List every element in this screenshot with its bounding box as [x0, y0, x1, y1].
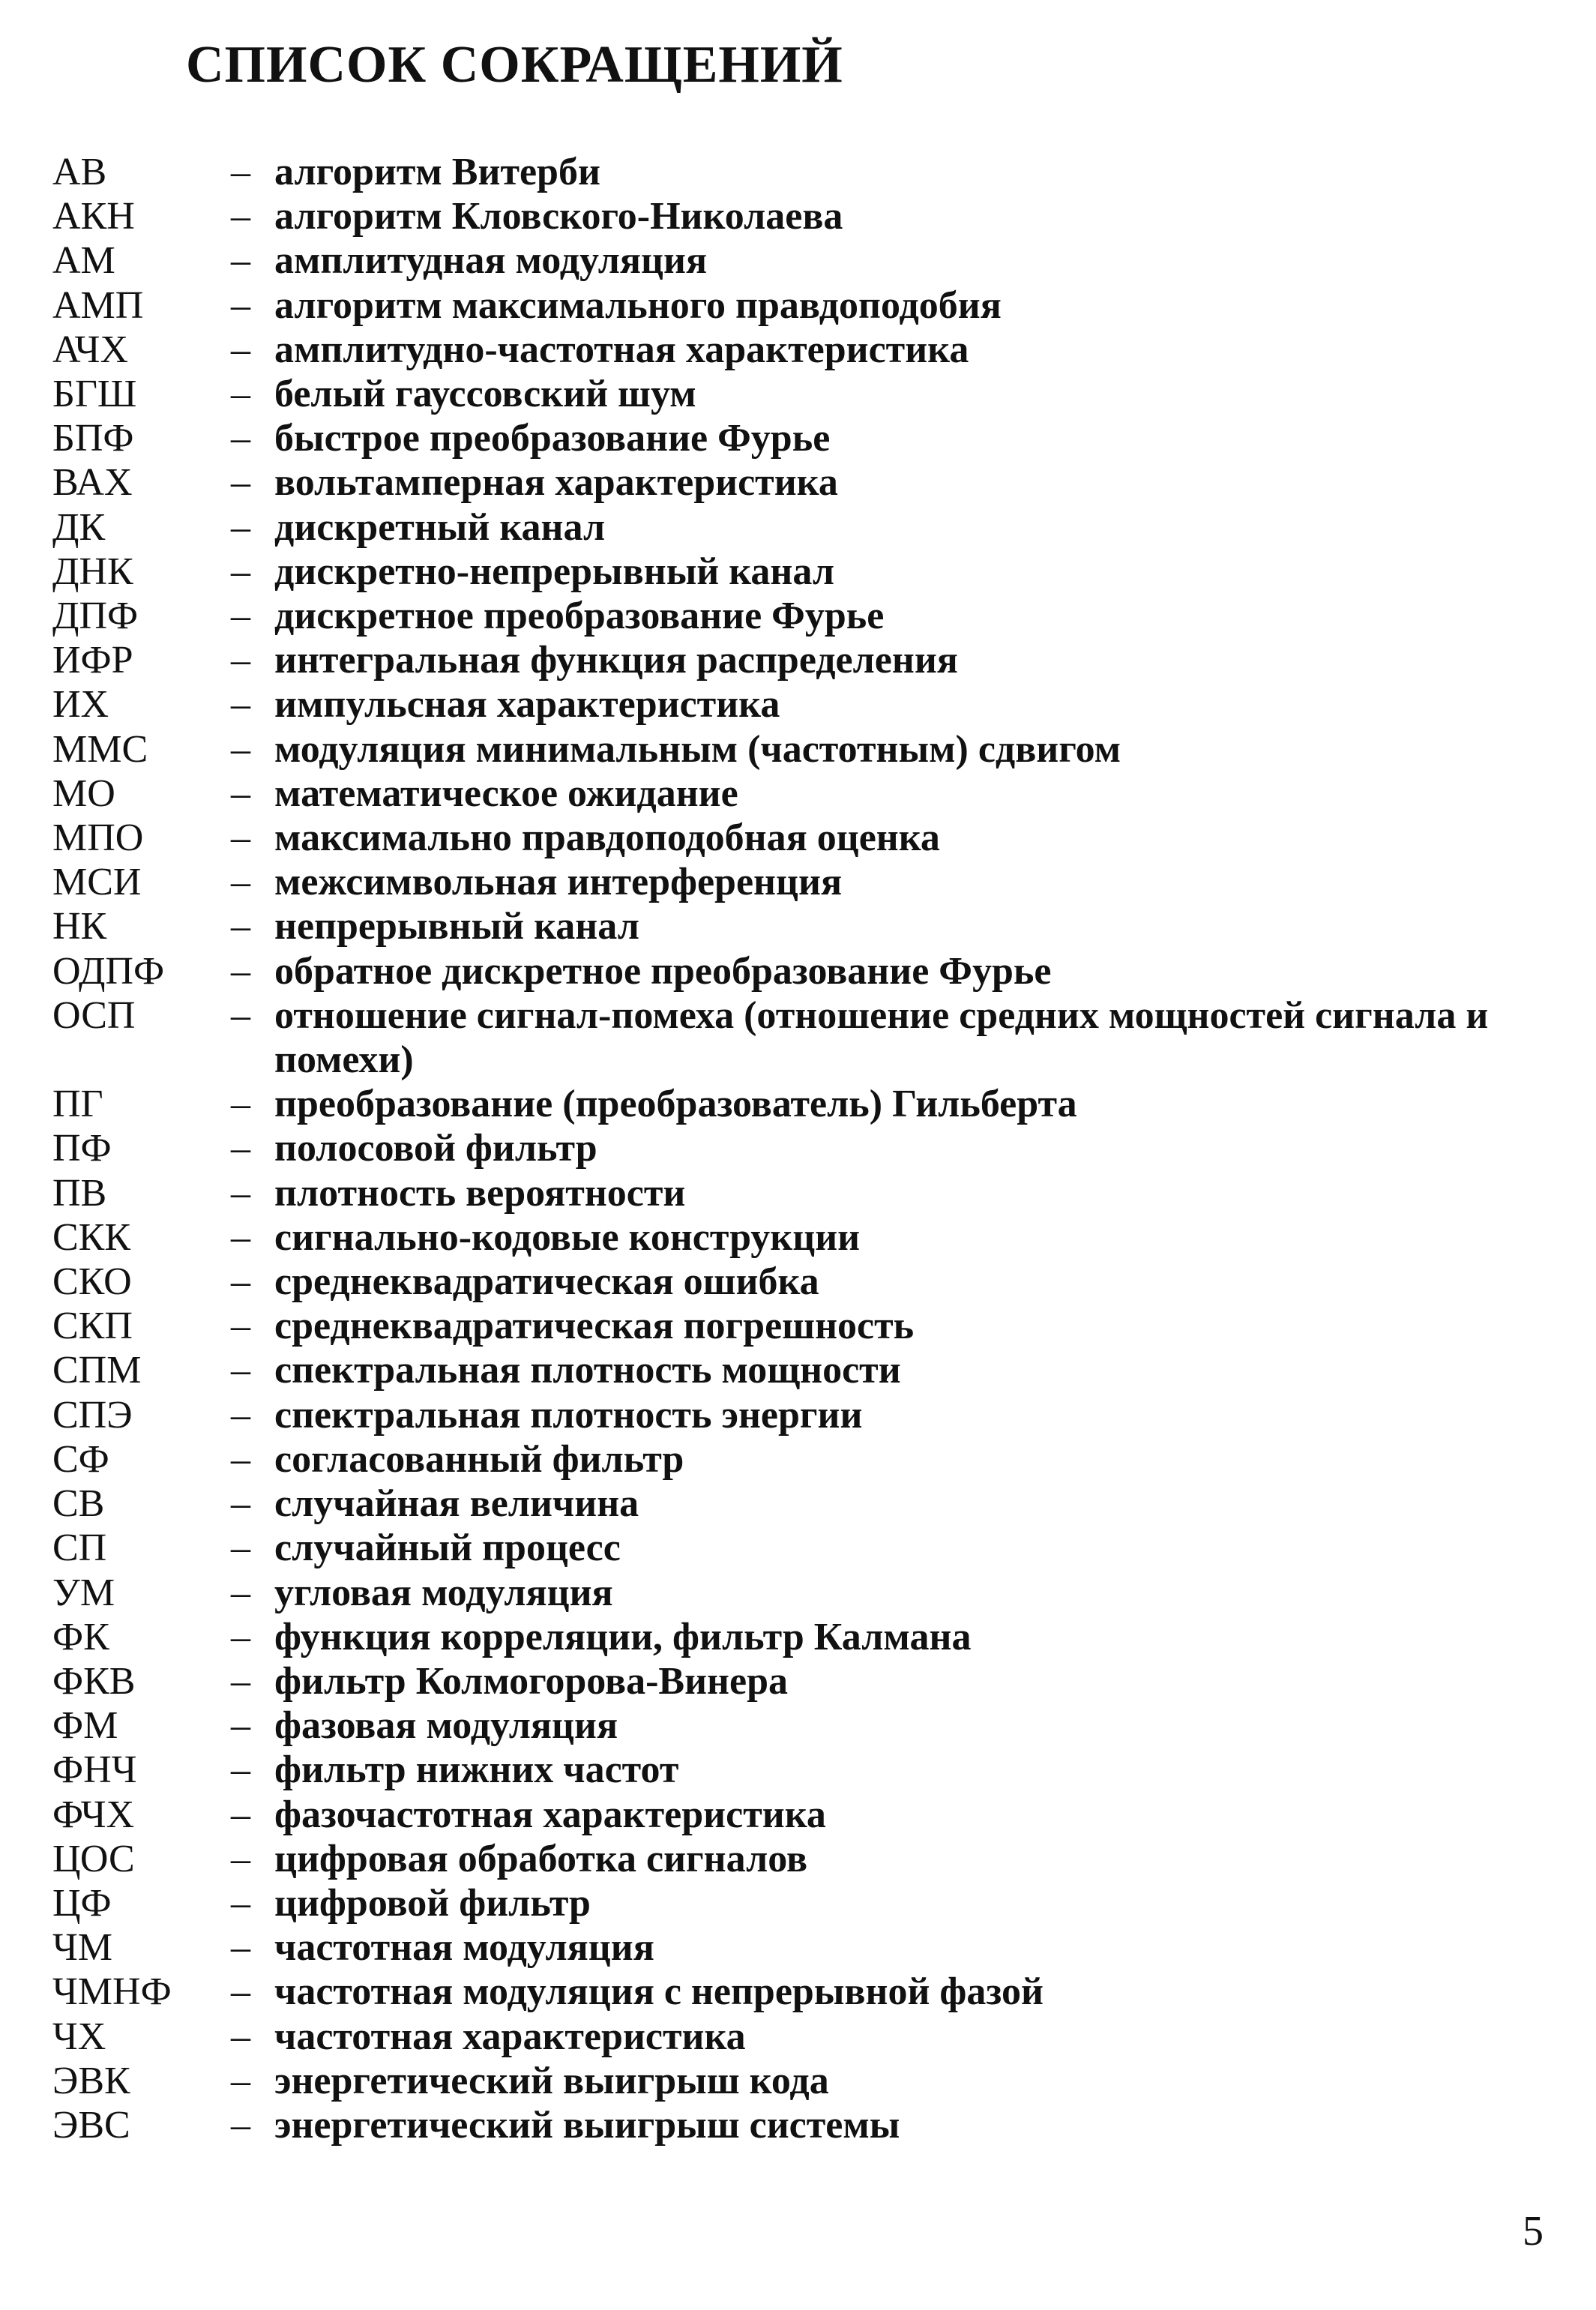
abbreviation-row	[52, 727, 1559, 771]
dash-separator: –	[231, 861, 250, 904]
abbreviation-row	[52, 860, 1559, 904]
abbreviation-definition: амплитудно-частотная характеристика	[274, 328, 969, 371]
page-title: СПИСОК СОКРАЩЕНИЙ	[186, 36, 843, 94]
abbreviation-definition: функция корреляции, фильтр Калмана	[274, 1615, 972, 1658]
abbreviation-definition: среднеквадратическая погрешность	[274, 1305, 915, 1348]
abbreviation-code: СФ	[52, 1437, 109, 1481]
dash-separator: –	[231, 595, 250, 638]
dash-separator: –	[231, 1349, 250, 1392]
dash-separator: –	[231, 1926, 250, 1970]
dash-separator: –	[231, 2015, 250, 2058]
abbreviation-code: СП	[52, 1527, 107, 1570]
abbreviation-code: СКО	[52, 1260, 132, 1304]
abbreviation-code: ММС	[52, 727, 148, 771]
abbreviation-definition: межсимвольная интерференция	[274, 861, 843, 904]
dash-separator: –	[231, 1171, 250, 1215]
abbreviation-definition: полосовой фильтр	[274, 1127, 597, 1170]
dash-separator: –	[231, 2103, 250, 2147]
dash-separator: –	[231, 905, 250, 948]
abbreviation-code: ЦФ	[52, 1881, 112, 1925]
abbreviation-row	[52, 1571, 1559, 1615]
abbreviation-row	[52, 372, 1559, 416]
abbreviation-code: ФМ	[52, 1704, 118, 1748]
abbreviation-code: ДНК	[52, 550, 133, 593]
abbreviation-code: ДПФ	[52, 595, 139, 638]
abbreviation-row	[52, 1082, 1559, 1126]
abbreviation-definition: алгоритм Кловского-Николаева	[274, 195, 843, 238]
abbreviation-code: ПВ	[52, 1171, 107, 1215]
abbreviation-row	[52, 460, 1559, 505]
dash-separator: –	[231, 1482, 250, 1526]
abbreviation-row	[52, 150, 1559, 194]
abbreviation-row	[52, 1215, 1559, 1260]
abbreviation-definition: вольтамперная характеристика	[274, 461, 838, 505]
abbreviation-definition: импульсная характеристика	[274, 683, 780, 727]
abbreviation-code: СКП	[52, 1305, 133, 1348]
abbreviation-row	[52, 550, 1559, 594]
dash-separator: –	[231, 949, 250, 993]
abbreviation-row	[52, 1703, 1559, 1748]
abbreviation-definition: модуляция минимальным (частотным) сдвигом	[274, 727, 1121, 771]
dash-separator: –	[231, 328, 250, 371]
abbreviation-row	[52, 2015, 1559, 2059]
abbreviation-definition: фазочастотная характеристика	[274, 1793, 826, 1836]
abbreviation-definition: частотная модуляция	[274, 1926, 654, 1970]
abbreviation-row	[52, 1793, 1559, 1837]
abbreviation-code: ПГ	[52, 1083, 103, 1126]
abbreviation-code: БПФ	[52, 417, 134, 460]
abbreviation-row	[52, 328, 1559, 372]
abbreviation-definition: фильтр Колмогорова-Винера	[274, 1659, 789, 1703]
abbreviation-row	[52, 904, 1559, 948]
abbreviation-row	[52, 1304, 1559, 1348]
abbreviation-row	[52, 1881, 1559, 1925]
abbreviation-definition: быстрое преобразование Фурье	[274, 417, 831, 460]
dash-separator: –	[231, 1305, 250, 1348]
abbreviation-row	[52, 638, 1559, 682]
abbreviation-code: ОДПФ	[52, 949, 165, 993]
abbreviation-row	[52, 283, 1559, 328]
dash-separator: –	[231, 1793, 250, 1836]
dash-separator: –	[231, 1260, 250, 1304]
abbreviation-row	[52, 1126, 1559, 1170]
abbreviation-row	[52, 505, 1559, 550]
abbreviation-definition: частотная характеристика	[274, 2015, 746, 2058]
abbreviation-definition: согласованный фильтр	[274, 1437, 684, 1481]
abbreviation-definition: фазовая модуляция	[274, 1704, 618, 1748]
abbreviation-row	[52, 771, 1559, 816]
abbreviation-row	[52, 1393, 1559, 1437]
abbreviation-code: ЧМ	[52, 1926, 113, 1970]
abbreviation-row	[52, 1526, 1559, 1570]
abbreviation-code: ПФ	[52, 1127, 112, 1170]
abbreviation-code: БГШ	[52, 373, 137, 416]
dash-separator: –	[231, 1704, 250, 1748]
abbreviation-code: ЭВС	[52, 2103, 130, 2147]
abbreviation-code: НК	[52, 905, 107, 948]
abbreviation-code: СКК	[52, 1215, 131, 1259]
abbreviation-definition: алгоритм Витерби	[274, 151, 600, 193]
abbreviation-row	[52, 1437, 1559, 1482]
dash-separator: –	[231, 1393, 250, 1437]
abbreviation-code: ЧХ	[52, 2015, 106, 2058]
dash-separator: –	[231, 727, 250, 771]
abbreviation-row	[52, 1925, 1559, 1970]
abbreviation-definition: дискретно-непрерывный канал	[274, 550, 835, 593]
dash-separator: –	[231, 1970, 250, 2014]
abbreviation-row	[52, 2103, 1559, 2147]
dash-separator: –	[231, 1659, 250, 1703]
abbreviation-definition: энергетический выигрыш системы	[274, 2103, 900, 2147]
abbreviation-definition: интегральная функция распределения	[274, 639, 958, 682]
abbreviation-definition: цифровая обработка сигналов	[274, 1837, 808, 1880]
abbreviation-row	[52, 238, 1559, 283]
abbreviation-code: ВАХ	[52, 461, 133, 505]
abbreviation-code: ФНЧ	[52, 1748, 137, 1792]
abbreviation-code: АМП	[52, 283, 144, 327]
dash-separator: –	[231, 1615, 250, 1658]
dash-separator: –	[231, 195, 250, 238]
abbreviation-code: ЦОС	[52, 1837, 135, 1880]
abbreviation-row	[52, 2059, 1559, 2103]
page-number: 5	[1523, 2208, 1544, 2255]
dash-separator: –	[231, 683, 250, 727]
abbreviation-definition: случайный процесс	[274, 1527, 621, 1570]
abbreviation-definition: преобразование (преобразователь) Гильберта	[274, 1083, 1077, 1126]
abbreviation-row	[52, 594, 1559, 638]
abbreviation-code: ЭВК	[52, 2059, 130, 2102]
abbreviation-code: ФКВ	[52, 1659, 136, 1703]
abbreviation-definition: сигнально-кодовые конструкции	[274, 1215, 861, 1259]
abbreviation-code: АКН	[52, 195, 135, 238]
abbreviation-definition: дискретное преобразование Фурье	[274, 595, 885, 638]
abbreviation-code: ЧМНФ	[52, 1970, 172, 2014]
abbreviation-row	[52, 1171, 1559, 1215]
abbreviation-row	[52, 194, 1559, 238]
abbreviation-definition: частотная модуляция с непрерывной фазой	[274, 1970, 1044, 2014]
dash-separator: –	[231, 1215, 250, 1259]
abbreviation-definition: плотность вероятности	[274, 1171, 686, 1215]
dash-separator: –	[231, 283, 250, 327]
abbreviation-row	[52, 1260, 1559, 1304]
abbreviation-row	[52, 416, 1559, 460]
dash-separator: –	[231, 461, 250, 505]
abbreviation-definition: среднеквадратическая ошибка	[274, 1260, 819, 1304]
abbreviation-definition: энергетический выигрыш кода	[274, 2059, 829, 2102]
abbreviation-code: СПЭ	[52, 1393, 133, 1437]
abbreviation-row	[52, 1659, 1559, 1703]
abbreviation-code: МПО	[52, 816, 144, 860]
abbreviation-code: ИФР	[52, 639, 133, 682]
dash-separator: –	[231, 417, 250, 460]
dash-separator: –	[231, 1571, 250, 1614]
abbreviation-definition: обратное дискретное преобразование Фурье	[274, 949, 1052, 993]
dash-separator: –	[231, 993, 250, 1037]
abbreviation-definition: белый гауссовский шум	[274, 373, 696, 416]
abbreviation-row	[52, 993, 1559, 1082]
abbreviation-code: МО	[52, 771, 115, 815]
dash-separator: –	[231, 373, 250, 416]
abbreviation-definition: случайная величина	[274, 1482, 639, 1526]
dash-separator: –	[231, 550, 250, 593]
abbreviation-row	[52, 682, 1559, 727]
dash-separator: –	[231, 2059, 250, 2102]
dash-separator: –	[231, 1437, 250, 1481]
abbreviation-definition: математическое ожидание	[274, 771, 738, 815]
abbreviation-definition: отношение сигнал-помеха (отношение средних мощностей сигнала и помехи)	[274, 993, 1489, 1082]
abbreviation-definition: фильтр нижних частот	[274, 1748, 679, 1792]
dash-separator: –	[231, 1527, 250, 1570]
abbreviation-code: СПМ	[52, 1349, 142, 1392]
abbreviation-row	[52, 1837, 1559, 1881]
dash-separator: –	[231, 505, 250, 549]
abbreviation-definition: цифровой фильтр	[274, 1881, 591, 1925]
dash-separator: –	[231, 639, 250, 682]
abbreviation-row	[52, 1482, 1559, 1526]
dash-separator: –	[231, 771, 250, 815]
abbreviation-code: ФК	[52, 1615, 109, 1658]
abbreviation-row	[52, 949, 1559, 993]
abbreviation-code: ДК	[52, 505, 106, 549]
abbreviation-definition: максимально правдоподобная оценка	[274, 816, 940, 860]
abbreviation-code: ФЧХ	[52, 1793, 135, 1836]
abbreviation-code: УМ	[52, 1571, 115, 1614]
dash-separator: –	[231, 1127, 250, 1170]
abbreviation-row	[52, 1348, 1559, 1392]
abbreviation-definition: угловая модуляция	[274, 1571, 613, 1614]
dash-separator: –	[231, 151, 250, 193]
dash-separator: –	[231, 1881, 250, 1925]
dash-separator: –	[231, 1748, 250, 1792]
abbreviation-code: АМ	[52, 239, 115, 283]
abbreviation-code: МСИ	[52, 861, 142, 904]
dash-separator: –	[231, 1837, 250, 1880]
abbreviation-definition: спектральная плотность мощности	[274, 1349, 901, 1392]
abbreviation-code: СВ	[52, 1482, 105, 1526]
abbreviation-definition: амплитудная модуляция	[274, 239, 708, 283]
abbreviation-definition: спектральная плотность энергии	[274, 1393, 863, 1437]
abbreviation-definition: алгоритм максимального правдоподобия	[274, 283, 1002, 327]
dash-separator: –	[231, 816, 250, 860]
abbreviation-row	[52, 1748, 1559, 1792]
abbreviation-definition: дискретный канал	[274, 505, 606, 549]
abbreviation-row	[52, 1970, 1559, 2014]
dash-separator: –	[231, 239, 250, 283]
abbreviation-list	[52, 150, 1559, 2147]
abbreviation-row	[52, 1615, 1559, 1659]
abbreviation-code: АВ	[52, 151, 107, 193]
abbreviation-row	[52, 816, 1559, 860]
dash-separator: –	[231, 1083, 250, 1126]
abbreviation-code: ИХ	[52, 683, 109, 727]
abbreviation-code: ОСП	[52, 993, 136, 1037]
abbreviation-code: АЧХ	[52, 328, 129, 371]
abbreviation-definition: непрерывный канал	[274, 905, 639, 948]
